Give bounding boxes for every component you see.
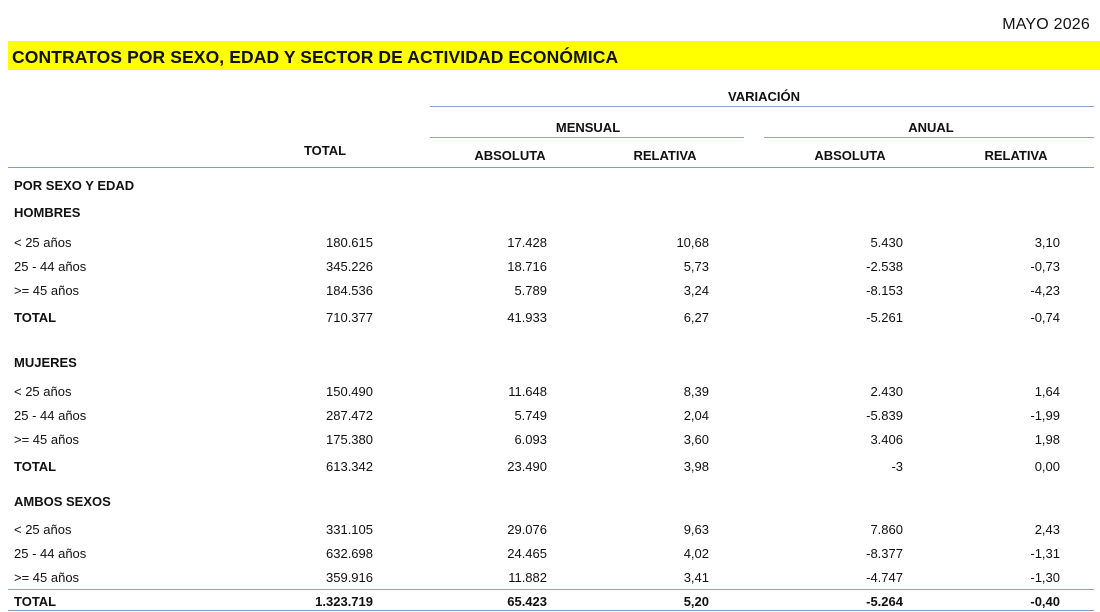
cell-absoluta-anual: -5.839 [866,408,903,423]
cell-total: 1.323.719 [315,594,373,609]
cell-relativa-anual: -1,99 [1030,408,1060,423]
cell-relativa-mensual: 3,60 [683,432,709,447]
cell-relativa-anual: -0,74 [1030,310,1060,325]
row-label: >= 45 años [14,283,80,298]
table-row [14,432,1100,450]
cell-relativa-mensual: 2,04 [683,408,709,423]
cell-absoluta-anual: -5.261 [866,310,903,325]
cell-total: 287.472 [326,408,373,423]
header-mensual: MENSUAL [555,120,621,135]
group-label-hombres: HOMBRES [14,205,81,220]
cell-absoluta-anual: 5.430 [870,235,903,250]
cell-relativa-anual: 1,64 [1034,384,1060,399]
table-row [14,283,1100,301]
section-por-sexo-y-edad: POR SEXO Y EDAD [14,178,135,193]
cell-total: 150.490 [326,384,373,399]
cell-absoluta-anual: 7.860 [870,522,903,537]
header-anual: ANUAL [908,120,954,135]
cell-relativa-anual: -0,73 [1030,259,1060,274]
table-row [14,570,1100,588]
cell-absoluta-anual: -2.538 [866,259,903,274]
table-row [14,384,1100,402]
cell-total: 632.698 [326,546,373,561]
row-label: TOTAL [14,459,57,474]
cell-absoluta-mensual: 65.423 [507,594,547,609]
cell-total: 180.615 [326,235,373,250]
row-label: TOTAL [14,594,57,609]
cell-absoluta-mensual: 11.882 [508,570,547,585]
table-row [14,522,1100,540]
table-row [14,408,1100,426]
cell-total: 184.536 [326,283,373,298]
cell-relativa-anual: -0,40 [1030,594,1060,609]
table-row [14,546,1100,564]
cell-absoluta-anual: -8.153 [866,283,903,298]
row-label: >= 45 años [14,432,80,447]
cell-absoluta-anual: -3 [891,459,903,474]
cell-total: 710.377 [326,310,373,325]
cell-absoluta-mensual: 6.093 [514,432,547,447]
table-row-total [14,310,1100,328]
row-label: < 25 años [14,384,72,399]
cell-relativa-anual: 1,98 [1034,432,1060,447]
table-row-total [14,459,1100,477]
cell-absoluta-mensual: 23.490 [507,459,547,474]
cell-absoluta-anual: -5.264 [866,594,903,609]
cell-absoluta-anual: 3.406 [870,432,903,447]
cell-relativa-mensual: 3,24 [683,283,709,298]
header-absoluta-anual: ABSOLUTA [814,148,886,163]
title-banner [8,41,1100,70]
cell-relativa-anual: -1,31 [1030,546,1060,561]
cell-absoluta-mensual: 18.716 [507,259,547,274]
row-label: < 25 años [14,522,72,537]
cell-absoluta-anual: -4.747 [866,570,903,585]
grand-total-top-rule [8,589,1094,590]
cell-absoluta-mensual: 41.933 [507,310,547,325]
grand-total-bottom-rule [8,610,1094,611]
cell-relativa-anual: -1,30 [1030,570,1060,585]
cell-relativa-mensual: 6,27 [683,310,709,325]
header-bottom-rule [8,167,1094,168]
cell-relativa-mensual: 3,98 [683,459,709,474]
table-row [14,235,1100,253]
header-total: TOTAL [303,143,347,158]
cell-total: 331.105 [326,522,373,537]
cell-absoluta-mensual: 24.465 [507,546,547,561]
row-label: >= 45 años [14,570,80,585]
cell-absoluta-mensual: 29.076 [507,522,547,537]
cell-absoluta-mensual: 17.428 [507,235,547,250]
cell-absoluta-anual: 2.430 [870,384,903,399]
row-label: 25 - 44 años [14,259,87,274]
cell-relativa-anual: -4,23 [1030,283,1060,298]
cell-total: 613.342 [326,459,373,474]
cell-total: 175.380 [326,432,373,447]
header-absoluta-mensual: ABSOLUTA [474,148,546,163]
rule-mensual [430,137,744,138]
cell-relativa-anual: 2,43 [1034,522,1060,537]
cell-absoluta-mensual: 5.749 [514,408,547,423]
report-title: CONTRATOS POR SEXO, EDAD Y SECTOR DE ACTIVIDAD ECONÓMICA [12,47,619,67]
group-label-mujeres: MUJERES [14,355,77,370]
header-relativa-mensual: RELATIVA [633,148,697,163]
cell-relativa-anual: 3,10 [1034,235,1060,250]
cell-relativa-mensual: 4,02 [683,546,709,561]
cell-absoluta-anual: -8.377 [866,546,903,561]
cell-relativa-anual: 0,00 [1034,459,1060,474]
cell-relativa-mensual: 8,39 [683,384,709,399]
row-label: TOTAL [14,310,57,325]
cell-total: 345.226 [326,259,373,274]
cell-relativa-mensual: 5,73 [683,259,709,274]
group-label-ambos-sexos: AMBOS SEXOS [14,494,111,509]
cell-relativa-mensual: 10,68 [676,235,709,250]
cell-absoluta-mensual: 11.648 [508,384,547,399]
row-label: < 25 años [14,235,72,250]
cell-total: 359.916 [326,570,373,585]
table-row [14,259,1100,277]
row-label: 25 - 44 años [14,408,87,423]
cell-relativa-mensual: 3,41 [683,570,709,585]
rule-variacion [430,106,1094,107]
header-variacion: VARIACIÓN [728,89,800,104]
cell-absoluta-mensual: 5.789 [514,283,547,298]
report-date: MAYO 2026 [1002,16,1090,33]
cell-relativa-mensual: 5,20 [683,594,709,609]
row-label: 25 - 44 años [14,546,87,561]
rule-anual [764,137,1094,138]
header-relativa-anual: RELATIVA [984,148,1048,163]
cell-relativa-mensual: 9,63 [683,522,709,537]
